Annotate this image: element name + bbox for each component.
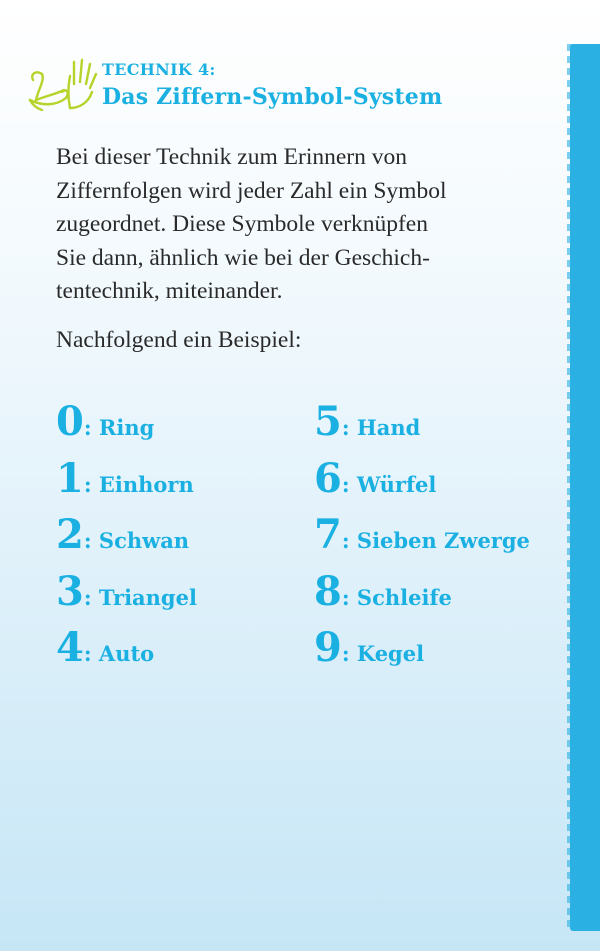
symbol-item (56, 398, 197, 455)
symbol-word: : Schwan (83, 528, 190, 553)
description-line: zugeordnet. Diese Symbole verknüpfen (56, 211, 428, 237)
symbol-word: : Schleife (341, 584, 452, 610)
description-line: Bei dieser Technik zum Erinnern von (56, 144, 407, 170)
symbol-word: : Triangel (83, 584, 197, 610)
symbol-item (56, 455, 197, 512)
description-line: Ziffernfolgen wird jeder Zahl ein Symbol (56, 177, 447, 204)
symbol-digit: 0 (56, 398, 84, 445)
page-title: Das Ziffern-Symbol-System (102, 84, 443, 110)
symbol-word: : Sieben Zwerge (341, 528, 530, 553)
symbol-item (314, 455, 530, 512)
symbol-word: : Hand (341, 415, 421, 440)
symbol-digit: 4 (56, 624, 84, 671)
symbol-item (56, 624, 197, 681)
side-accent-bar (570, 44, 600, 931)
description-line: Sie dann, ähnlich wie bei der Geschich- (56, 244, 430, 271)
symbol-word: : Kegel (341, 641, 425, 666)
symbol-digit: 7 (314, 511, 342, 558)
symbol-digit: 3 (56, 567, 84, 615)
symbol-item (314, 398, 530, 455)
symbol-word: : Auto (83, 641, 155, 666)
symbol-word: : Einhorn (83, 471, 194, 497)
symbol-word: : Würfel (341, 471, 437, 497)
symbol-digit: 5 (314, 398, 342, 445)
example-intro: Nachfolgend ein Beispiel: (56, 327, 302, 353)
description-line: tentechnik, miteinander. (56, 278, 283, 304)
symbol-digit: 6 (314, 454, 342, 502)
symbol-item (314, 624, 530, 681)
technique-label: TECHNIK 4: (102, 60, 216, 79)
symbol-digit: 2 (56, 511, 84, 558)
swan-hand-icon (26, 56, 100, 118)
symbol-item (56, 511, 197, 568)
symbol-item (314, 568, 530, 625)
description-paragraph (56, 141, 546, 309)
symbol-word: : Ring (83, 415, 155, 440)
symbol-list-left (56, 398, 197, 681)
symbol-digit: 9 (314, 624, 342, 671)
symbol-list-right (314, 398, 530, 681)
symbol-digit: 1 (56, 454, 84, 502)
symbol-digit: 8 (314, 567, 342, 615)
symbol-item (314, 511, 530, 568)
symbol-item (56, 568, 197, 625)
